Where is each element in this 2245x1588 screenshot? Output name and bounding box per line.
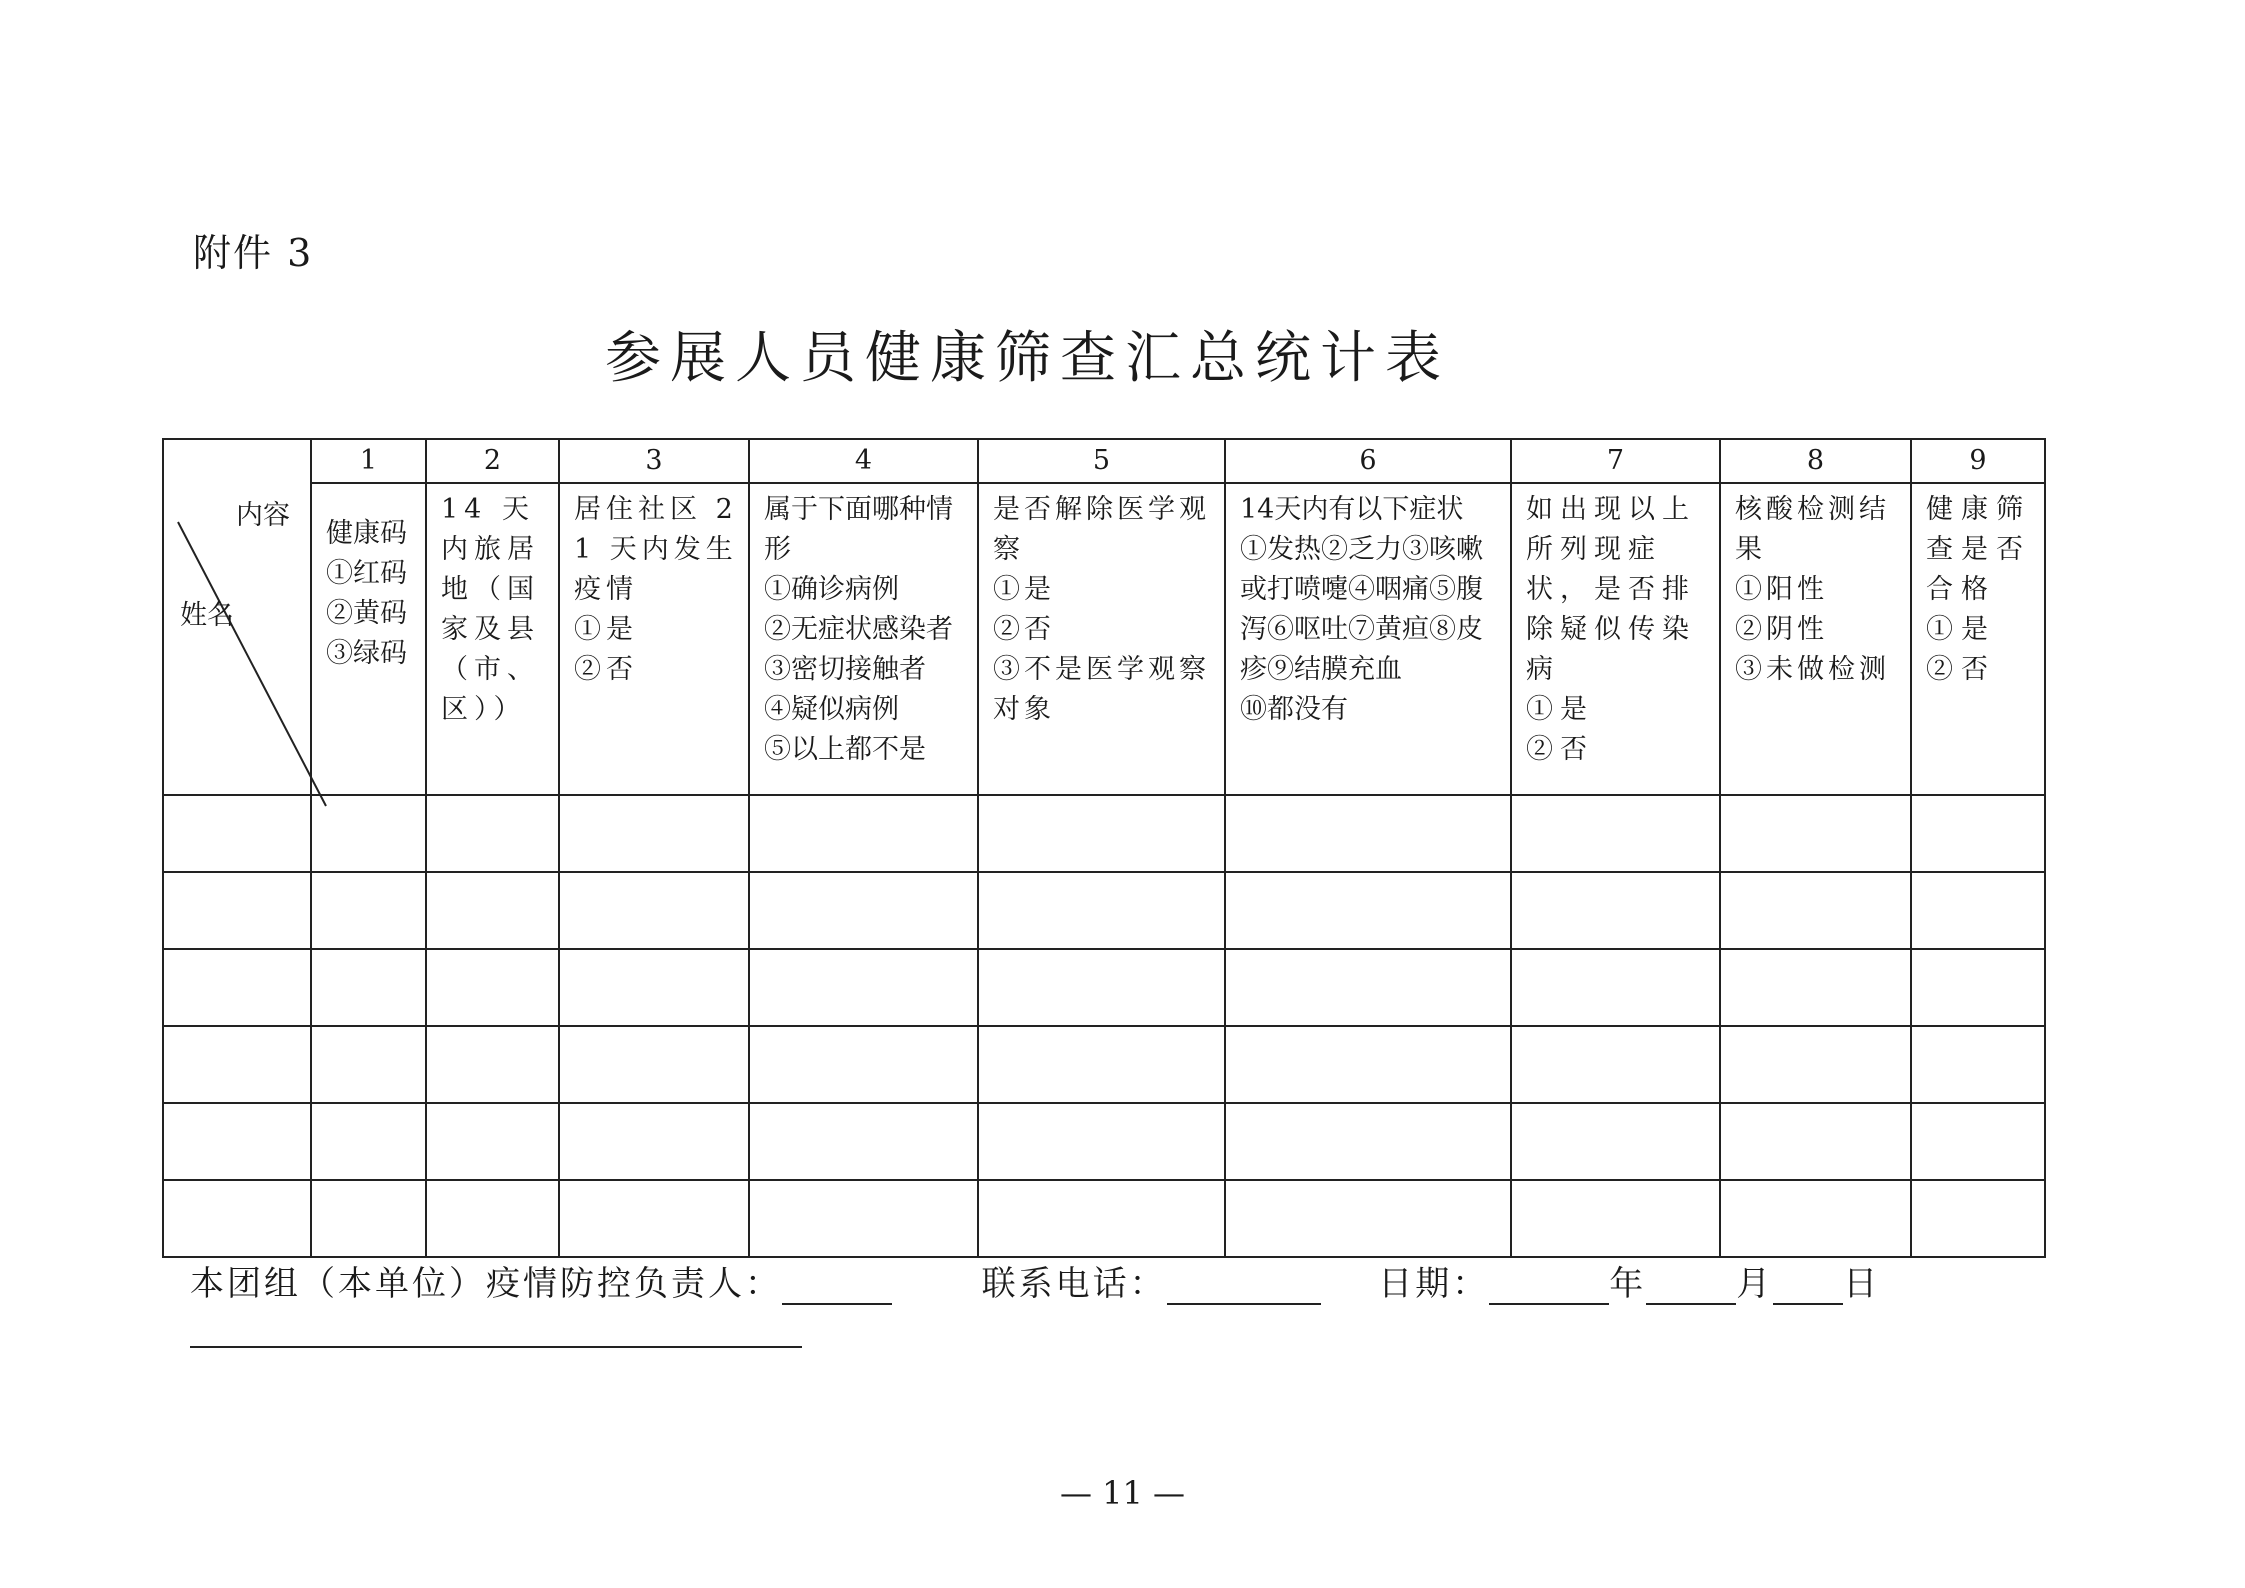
table-cell[interactable]: [311, 949, 426, 1026]
header-line: ①阳性: [1735, 574, 1828, 605]
header-line: ④疑似病例: [764, 694, 899, 725]
header-line: ①发热②乏力③咳嗽或打喷嚏④咽痛⑤腹泻⑥呕吐⑦黄疸⑧皮疹⑨结膜充血: [1240, 534, 1483, 685]
header-line: ③绿码: [326, 638, 407, 669]
header-line: ②否: [993, 614, 1055, 645]
table-cell[interactable]: [1720, 949, 1911, 1026]
table-cell[interactable]: [749, 1026, 978, 1103]
header-line: ③未做检测: [1735, 654, 1890, 685]
column-number-row: [163, 439, 2045, 483]
table-cell[interactable]: [749, 1103, 978, 1180]
column-number: 3: [559, 439, 749, 483]
table-cell[interactable]: [978, 795, 1225, 872]
header-health-code: [311, 483, 426, 795]
table-cell[interactable]: [426, 1026, 559, 1103]
header-line: 健康码: [326, 518, 407, 549]
table-cell[interactable]: [978, 949, 1225, 1026]
corner-cell: [163, 439, 311, 795]
table-cell[interactable]: [978, 1180, 1225, 1257]
header-line: 居住社区 21 天内发生疫情: [574, 494, 738, 605]
header-line: ②否: [1526, 734, 1594, 765]
table-cell[interactable]: [1511, 872, 1720, 949]
table-cell[interactable]: [1911, 1103, 2045, 1180]
screening-table: [162, 438, 2046, 1258]
table-cell[interactable]: [749, 1180, 978, 1257]
table-cell[interactable]: [1511, 795, 1720, 872]
table-cell[interactable]: [1911, 795, 2045, 872]
table-cell[interactable]: [1225, 872, 1511, 949]
table-cell[interactable]: [559, 872, 749, 949]
column-number: 1: [311, 439, 426, 483]
table-cell[interactable]: [978, 1103, 1225, 1180]
header-line: ②否: [574, 654, 638, 685]
column-number: 9: [1911, 439, 2045, 483]
date-day-field[interactable]: [1773, 1269, 1843, 1305]
table-cell[interactable]: [1720, 795, 1911, 872]
date-label: 日期：: [1378, 1264, 1490, 1304]
header-line: ②阴性: [1735, 614, 1828, 645]
table-cell[interactable]: [559, 1026, 749, 1103]
table-cell[interactable]: [163, 795, 311, 872]
table-cell[interactable]: [749, 872, 978, 949]
header-line: ②黄码: [326, 598, 407, 629]
header-travel-location: [426, 483, 559, 795]
header-community-outbreak: [559, 483, 749, 795]
table-cell[interactable]: [559, 1180, 749, 1257]
phone-label: 联系电话：: [981, 1264, 1167, 1304]
table-cell[interactable]: [749, 949, 978, 1026]
column-number: 6: [1225, 439, 1511, 483]
header-line: 是否解除医学观察: [993, 494, 1210, 565]
header-situation-type: [749, 483, 978, 795]
table-cell[interactable]: [426, 949, 559, 1026]
header-line: 14 天内旅居地（国家及县（市、区））: [441, 494, 540, 725]
signature-underline: [190, 1346, 802, 1348]
header-line: ②否: [1926, 654, 1996, 685]
page-number: — 11 —: [1059, 1474, 1186, 1512]
corner-content-label: 内容: [236, 500, 290, 531]
table-cell[interactable]: [311, 1103, 426, 1180]
table-cell[interactable]: [749, 795, 978, 872]
table-cell[interactable]: [1720, 1180, 1911, 1257]
header-screening-passed: [1911, 483, 2045, 795]
table-cell[interactable]: [426, 795, 559, 872]
header-line: ③密切接触者: [764, 654, 926, 685]
table-cell[interactable]: [311, 1026, 426, 1103]
responsible-person-label: 本团组（本单位）疫情防控负责人：: [190, 1264, 782, 1304]
table-cell[interactable]: [559, 949, 749, 1026]
table-cell[interactable]: [978, 1026, 1225, 1103]
table-cell[interactable]: [1720, 1103, 1911, 1180]
column-header-row: [163, 483, 2045, 795]
table-cell[interactable]: [1225, 1103, 1511, 1180]
page-title: [0, 314, 1800, 394]
table-cell[interactable]: [1225, 1180, 1511, 1257]
table-cell[interactable]: [426, 1103, 559, 1180]
table-cell[interactable]: [1911, 1026, 2045, 1103]
table-cell[interactable]: [311, 1180, 426, 1257]
table-cell[interactable]: [163, 872, 311, 949]
header-line: ①是: [574, 614, 638, 645]
table-cell[interactable]: [426, 1180, 559, 1257]
header-line: ①红码: [326, 558, 407, 589]
header-symptoms: [1225, 483, 1511, 795]
page-title-text: 参展人员健康筛查汇总统计表: [605, 326, 1450, 391]
table-row: [163, 1180, 2045, 1257]
table-row: [163, 795, 2045, 872]
header-line: 核酸检测结果: [1735, 494, 1890, 565]
table-cell[interactable]: [1911, 949, 2045, 1026]
header-line: 健康筛查是否合格: [1926, 494, 2031, 605]
header-line: ①确诊病例: [764, 574, 899, 605]
year-label: 年: [1609, 1264, 1647, 1304]
header-line: ①是: [1926, 614, 1996, 645]
header-line: ⑤以上都不是: [764, 734, 926, 765]
header-nucleic-acid: [1720, 483, 1911, 795]
table-cell[interactable]: [1225, 795, 1511, 872]
attachment-label: 附件 3: [193, 231, 314, 275]
column-number: 5: [978, 439, 1225, 483]
phone-field[interactable]: [1167, 1269, 1321, 1305]
date-year-field[interactable]: [1489, 1269, 1609, 1305]
table-cell[interactable]: [1511, 1103, 1720, 1180]
table-row: [163, 872, 2045, 949]
table-cell[interactable]: [1911, 1180, 2045, 1257]
table-cell[interactable]: [1911, 872, 2045, 949]
table-cell[interactable]: [163, 1026, 311, 1103]
table-cell[interactable]: [163, 1103, 311, 1180]
table-cell[interactable]: [426, 872, 559, 949]
table-row: [163, 1103, 2045, 1180]
day-label: 日: [1843, 1264, 1881, 1304]
table-cell[interactable]: [978, 872, 1225, 949]
header-line: ②无症状感染者: [764, 614, 953, 645]
header-line: 属于下面哪种情形: [764, 494, 953, 565]
header-line: ①是: [993, 574, 1055, 605]
column-number: 4: [749, 439, 978, 483]
header-line: 14天内有以下症状: [1240, 494, 1464, 525]
table-cell[interactable]: [1511, 1180, 1720, 1257]
table-cell[interactable]: [163, 1180, 311, 1257]
table-cell[interactable]: [1720, 872, 1911, 949]
table-cell[interactable]: [311, 795, 426, 872]
header-line: ③不是医学观察对象: [993, 654, 1210, 725]
date-month-field[interactable]: [1646, 1269, 1736, 1305]
header-medical-observation: [978, 483, 1225, 795]
header-line: 如出现以上所列现症状，是否排除疑似传染病: [1526, 494, 1696, 685]
table-cell[interactable]: [1511, 1026, 1720, 1103]
table-cell[interactable]: [311, 872, 426, 949]
corner-name-label: 姓名: [180, 600, 234, 631]
column-number: 2: [426, 439, 559, 483]
header-exclude-infectious: [1511, 483, 1720, 795]
table-cell[interactable]: [1225, 1026, 1511, 1103]
table-cell[interactable]: [1225, 949, 1511, 1026]
header-line: ①是: [1526, 694, 1594, 725]
header-line: ⑩都没有: [1240, 694, 1348, 725]
table-row: [163, 949, 2045, 1026]
column-number: 8: [1720, 439, 1911, 483]
table-cell[interactable]: [559, 795, 749, 872]
table-cell[interactable]: [163, 949, 311, 1026]
table-cell[interactable]: [559, 1103, 749, 1180]
table-cell[interactable]: [1511, 949, 1720, 1026]
responsible-person-field[interactable]: [782, 1269, 892, 1305]
month-label: 月: [1736, 1264, 1774, 1304]
column-number: 7: [1511, 439, 1720, 483]
table-cell[interactable]: [1720, 1026, 1911, 1103]
signature-footer: [190, 1256, 1880, 1305]
table-row: [163, 1026, 2045, 1103]
